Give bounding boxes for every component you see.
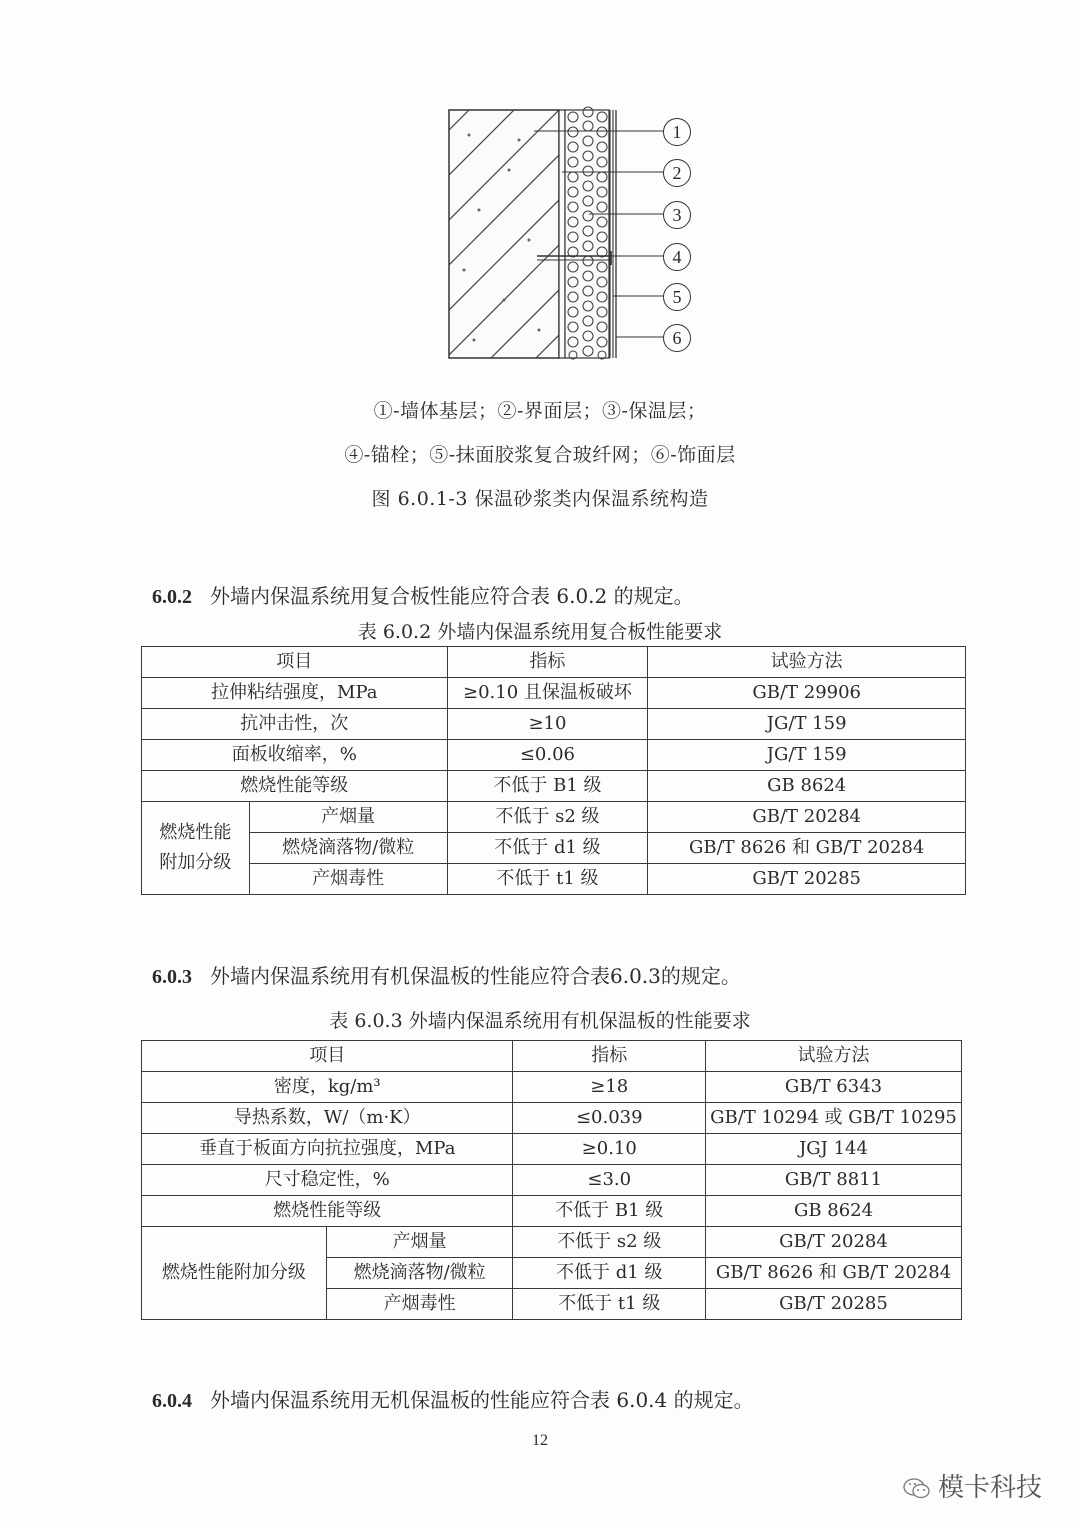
cell-indicator: 不低于 s2 级 [447,802,648,833]
cell-item: 抗冲击性，次 [142,709,448,740]
cell-subitem: 产烟量 [326,1227,513,1258]
clause-text: 外墙内保温系统用有机保温板的性能应符合表6.0.3的规定。 [210,964,741,988]
cell-indicator: ≤0.06 [447,740,648,771]
cell-indicator: ≥10 [447,709,648,740]
figure-legend-line-1: ①-墙体基层；②-界面层；③-保温层； [373,400,707,422]
cell-subitem: 产烟量 [249,802,447,833]
figure-legend-line-2: ④-锚栓；⑤-抹面胶浆复合玻纤网；⑥-饰面层 [344,444,736,466]
cell-subitem: 燃烧滴落物/微粒 [326,1258,513,1289]
cell-group-label [142,802,250,895]
callout-6: 6 [663,324,691,352]
wall-section-figure [449,110,682,358]
cell-subitem: 产烟毒性 [326,1289,513,1320]
cell-indicator: ≥18 [513,1072,706,1103]
header-indicator: 指标 [447,647,648,678]
cell-indicator: 不低于 B1 级 [513,1196,706,1227]
cell-subitem: 燃烧滴落物/微粒 [249,833,447,864]
cell-method: GB/T 8626 和 GB/T 20284 [706,1258,962,1289]
cell-indicator: ≥0.10 [513,1134,706,1165]
cell-indicator: 不低于 t1 级 [513,1289,706,1320]
table-row [142,1227,962,1258]
callout-1: 1 [663,118,691,146]
table-row [142,864,966,895]
table-row [142,678,966,709]
cell-method: GB/T 10294 或 GB/T 10295 [706,1103,962,1134]
figure-caption: 图 6.0.1-3 保温砂浆类内保温系统构造 [371,488,709,510]
callout-2: 2 [663,159,691,187]
cell-indicator: 不低于 s2 级 [513,1227,706,1258]
group-label-line-1: 燃烧性能 [159,822,232,843]
page-number: 12 [532,1432,548,1449]
cell-method: GB/T 20285 [648,864,966,895]
cell-indicator: ≤0.039 [513,1103,706,1134]
table-6-0-3 [141,1040,962,1320]
wechat-icon [902,1476,932,1502]
table-header-row [142,647,966,678]
table-row [142,1134,962,1165]
table-row [142,1072,962,1103]
clause-6-0-2 [152,580,694,609]
cell-method: GB/T 20284 [706,1227,962,1258]
clause-6-0-3 [152,960,741,989]
clause-text: 外墙内保温系统用复合板性能应符合表 6.0.2 的规定。 [210,584,694,608]
cell-item: 尺寸稳定性，% [142,1165,513,1196]
callout-3: 3 [663,201,691,229]
cell-item: 燃烧性能等级 [142,1196,513,1227]
table-6-0-2 [141,646,966,895]
table-6-0-2-caption: 表 6.0.2 外墙内保温系统用复合板性能要求 [357,621,723,643]
cell-method: GB/T 8626 和 GB/T 20284 [648,833,966,864]
table-row [142,740,966,771]
table-row [142,802,966,833]
cell-item: 垂直于板面方向抗拉强度，MPa [142,1134,513,1165]
watermark-text: 模卡科技 [938,1473,1043,1503]
cell-indicator: 不低于 B1 级 [447,771,648,802]
cell-indicator: 不低于 t1 级 [447,864,648,895]
cell-item: 导热系数，W/（m·K） [142,1103,513,1134]
header-test-method: 试验方法 [648,647,966,678]
clause-text: 外墙内保温系统用无机保温板的性能应符合表 6.0.4 的规定。 [210,1388,754,1412]
header-indicator: 指标 [513,1041,706,1072]
cell-indicator: ≤3.0 [513,1165,706,1196]
cell-item: 拉伸粘结强度，MPa [142,678,448,709]
cell-method: JG/T 159 [648,740,966,771]
cell-method: GB/T 20284 [648,802,966,833]
cell-method: GB/T 20285 [706,1289,962,1320]
cell-method: JG/T 159 [648,709,966,740]
header-test-method: 试验方法 [706,1041,962,1072]
watermark [902,1467,1042,1504]
cell-method: GB/T 29906 [648,678,966,709]
cell-indicator: ≥0.10 且保温板破坏 [447,678,648,709]
cell-group-label: 燃烧性能附加分级 [142,1227,327,1320]
callout-4: 4 [663,243,691,271]
table-row [142,1196,962,1227]
cell-item: 面板收缩率，% [142,740,448,771]
cell-indicator: 不低于 d1 级 [513,1258,706,1289]
table-6-0-3-caption: 表 6.0.3 外墙内保温系统用有机保温板的性能要求 [329,1010,751,1032]
cell-indicator: 不低于 d1 级 [447,833,648,864]
cell-method: GB/T 6343 [706,1072,962,1103]
header-item: 项目 [142,1041,513,1072]
clause-6-0-4 [152,1384,754,1413]
cell-method: GB 8624 [706,1196,962,1227]
clause-number: 6.0.2 [152,586,192,608]
table-header-row [142,1041,962,1072]
header-item: 项目 [142,647,448,678]
table-row [142,833,966,864]
cell-subitem: 产烟毒性 [249,864,447,895]
wall-section-drawing [449,110,689,370]
table-row [142,709,966,740]
clause-number: 6.0.4 [152,1390,192,1412]
group-label-line-2: 附加分级 [159,852,232,873]
table-row [142,1165,962,1196]
cell-method: GB 8624 [648,771,966,802]
cell-item: 密度，kg/m³ [142,1072,513,1103]
callout-5: 5 [663,283,691,311]
clause-number: 6.0.3 [152,966,192,988]
table-row [142,1103,962,1134]
cell-method: JGJ 144 [706,1134,962,1165]
cell-item: 燃烧性能等级 [142,771,448,802]
table-row [142,771,966,802]
cell-method: GB/T 8811 [706,1165,962,1196]
